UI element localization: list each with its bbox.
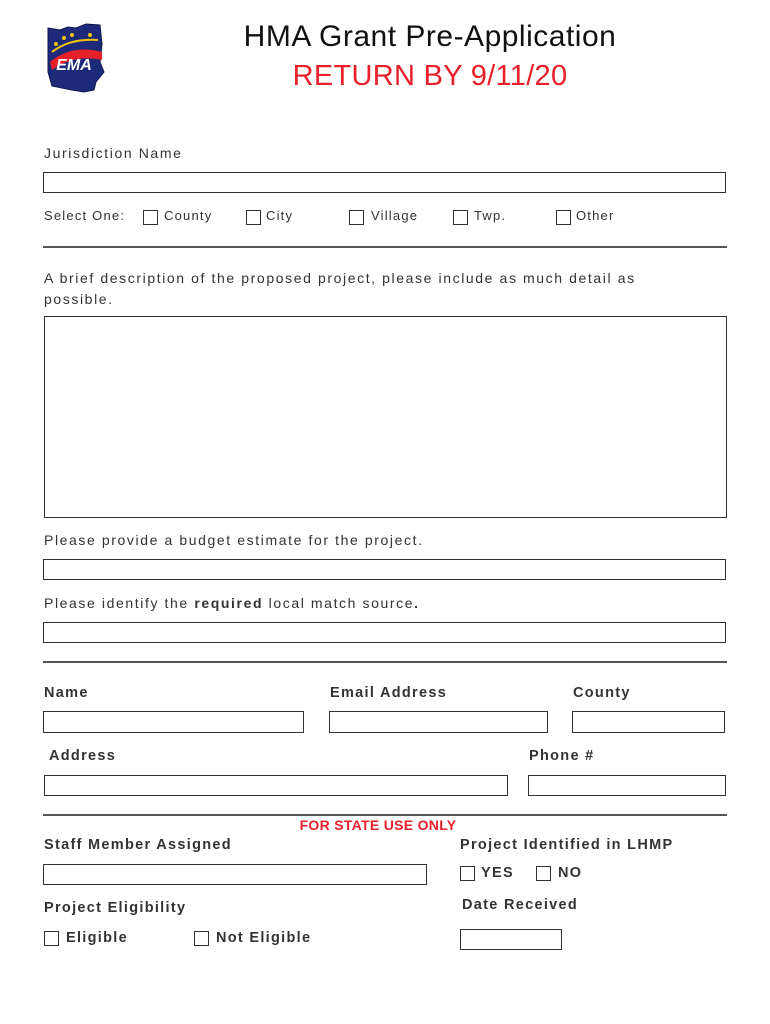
eligible-checkbox[interactable] [44, 931, 59, 946]
other-checkbox[interactable] [556, 210, 571, 225]
city-checkbox[interactable] [246, 210, 261, 225]
address-field[interactable] [44, 775, 508, 796]
phone-field[interactable] [528, 775, 726, 796]
contact-name-label: Name [44, 685, 89, 701]
select-one-label: Select One: [44, 208, 126, 223]
contact-name-field[interactable] [43, 711, 304, 733]
local-match-label: Please identify the required local match source. [44, 595, 420, 611]
twp-option-label: Twp. [474, 208, 507, 223]
lhmp-label: Project Identified in LHMP [460, 837, 674, 853]
project-description-label: A brief description of the proposed project, please include as much detail as possible. [44, 270, 636, 307]
contact-county-label: County [573, 685, 631, 701]
required-emphasis: required [194, 595, 264, 611]
budget-estimate-label: Please provide a budget estimate for the project. [44, 532, 424, 548]
project-description-textarea[interactable] [44, 316, 727, 518]
staff-member-field[interactable] [43, 864, 427, 885]
lhmp-no-checkbox[interactable] [536, 866, 551, 881]
budget-estimate-field[interactable] [43, 559, 726, 580]
village-option-label: Village [371, 208, 419, 223]
section-divider [43, 814, 727, 816]
phone-label: Phone # [529, 748, 595, 764]
ohio-ema-logo [42, 22, 106, 94]
state-use-only-banner: FOR STATE USE ONLY [299, 817, 457, 833]
not-eligible-checkbox[interactable] [194, 931, 209, 946]
county-checkbox[interactable] [143, 210, 158, 225]
other-option-label: Other [576, 208, 615, 223]
local-match-field[interactable] [43, 622, 726, 643]
date-received-field[interactable] [460, 929, 562, 950]
return-by-date: RETURN BY 9/11/20 [292, 60, 568, 92]
lhmp-no-label: NO [558, 865, 583, 881]
eligible-label: Eligible [66, 930, 128, 946]
village-checkbox[interactable] [349, 210, 364, 225]
lhmp-yes-label: YES [481, 865, 514, 881]
email-address-label: Email Address [330, 685, 448, 701]
lhmp-yes-checkbox[interactable] [460, 866, 475, 881]
address-label: Address [49, 748, 117, 764]
twp-checkbox[interactable] [453, 210, 468, 225]
section-divider [43, 246, 727, 248]
email-address-field[interactable] [329, 711, 548, 733]
jurisdiction-name-field[interactable] [43, 172, 726, 193]
jurisdiction-name-label: Jurisdiction Name [44, 145, 183, 161]
svg-text:EMA: EMA [56, 57, 92, 74]
section-divider [43, 661, 727, 663]
county-option-label: County [164, 208, 213, 223]
form-title: HMA Grant Pre-Application [243, 20, 617, 53]
contact-county-field[interactable] [572, 711, 725, 733]
staff-member-label: Staff Member Assigned [44, 837, 232, 853]
project-eligibility-label: Project Eligibility [44, 900, 187, 916]
not-eligible-label: Not Eligible [216, 930, 312, 946]
date-received-label: Date Received [462, 897, 579, 913]
city-option-label: City [266, 208, 294, 223]
